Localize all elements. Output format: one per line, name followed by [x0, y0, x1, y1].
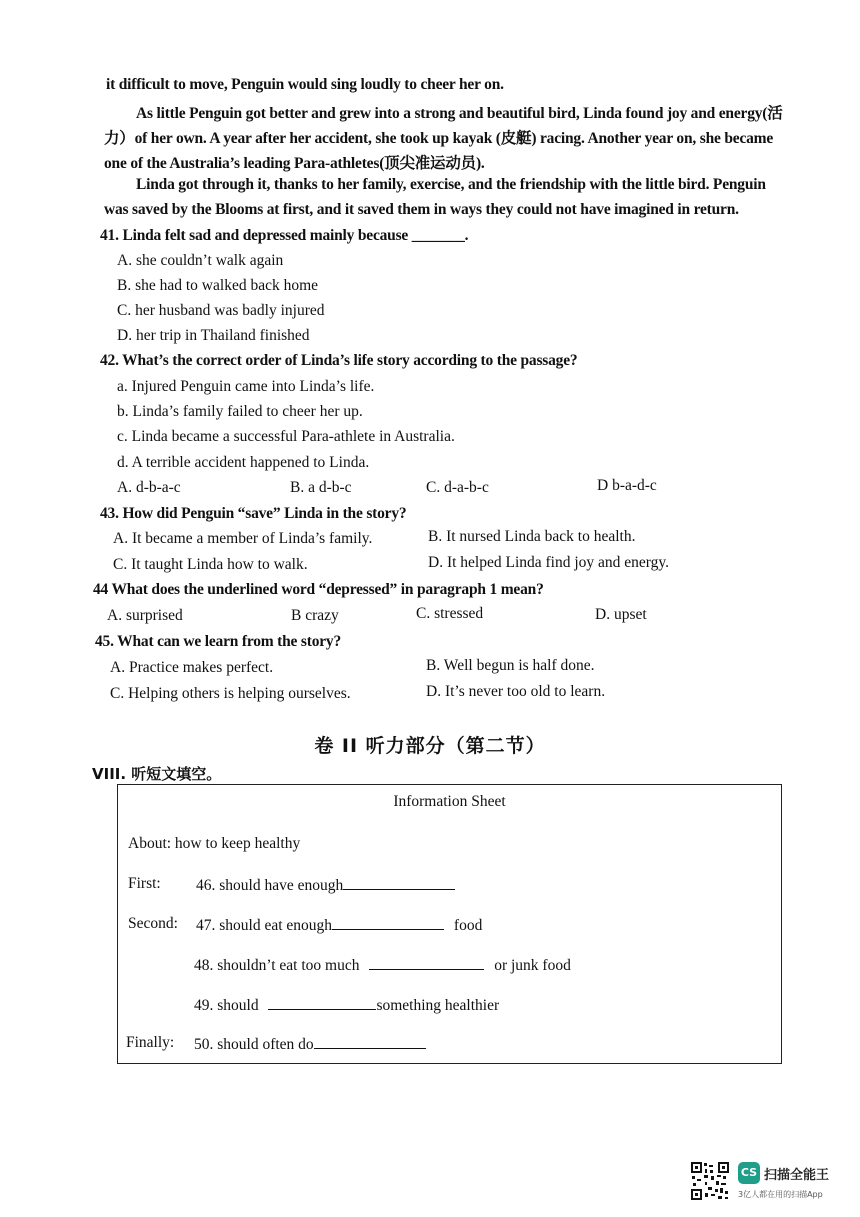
item-47-suffix: food — [453, 917, 483, 934]
question-44-option-d: D. upset — [595, 606, 647, 623]
question-45-option-c: C. Helping others is helping ourselves. — [110, 685, 351, 702]
question-45-stem: 45. What can we learn from the story? — [95, 633, 342, 650]
question-43-option-a: A. It became a member of Linda’s family. — [113, 530, 373, 547]
second-label: Second: — [128, 915, 178, 932]
item-46-text: 46. should have enough — [196, 877, 344, 894]
passage-line-4: one of the Australia’s leading Para-athletes(顶尖准运动员). — [104, 155, 485, 172]
question-45-option-a: A. Practice makes perfect. — [110, 659, 274, 676]
section-title: 卷 II 听力部分（第二节） — [314, 735, 546, 757]
passage-line-3: 力）of her own. A year after her accident, she took up kayak (皮艇) racing. Another year on, she became — [104, 130, 774, 147]
item-49 — [194, 995, 499, 1015]
item-50-blank[interactable] — [314, 1034, 426, 1049]
camscanner-name: 扫描全能王 — [764, 1168, 830, 1183]
camscanner-logo: CS — [738, 1162, 760, 1184]
item-50-text: 50. should often do — [194, 1036, 314, 1053]
question-44-option-b: B crazy — [291, 607, 339, 624]
finally-label: Finally: — [126, 1034, 175, 1051]
item-46-blank[interactable] — [343, 875, 455, 890]
information-sheet-about: About: how to keep healthy — [128, 835, 301, 852]
question-42-option-a: A. d-b-a-c — [117, 479, 181, 496]
item-48-blank[interactable] — [369, 955, 484, 970]
item-46 — [196, 875, 455, 895]
question-45-option-d: D. It’s never too old to learn. — [426, 683, 606, 700]
passage-line-2: As little Penguin got better and grew into a strong and beautiful bird, Linda found joy and energy(活 — [136, 105, 783, 122]
item-47-blank[interactable] — [332, 915, 444, 930]
question-43-option-c: C. It taught Linda how to walk. — [113, 556, 308, 573]
question-42-event-d: d. A terrible accident happened to Linda. — [117, 454, 370, 471]
question-43-option-b: B. It nursed Linda back to health. — [428, 528, 636, 545]
item-48-text: 48. shouldn’t eat too much — [194, 957, 360, 974]
first-label: First: — [128, 875, 161, 892]
qr-code-icon — [690, 1161, 730, 1201]
question-44-option-c: C. stressed — [416, 605, 484, 622]
information-sheet-box — [117, 784, 782, 1064]
passage-line-1: it difficult to move, Penguin would sing loudly to cheer her on. — [106, 76, 504, 93]
question-42-option-c: C. d-a-b-c — [426, 479, 489, 496]
question-43-stem: 43. How did Penguin “save” Linda in the story? — [100, 505, 407, 522]
question-41-option-c: C. her husband was badly injured — [117, 302, 325, 319]
question-44-stem: 44 What does the underlined word “depressed” in paragraph 1 mean? — [93, 581, 544, 598]
item-49-blank[interactable] — [268, 995, 376, 1010]
item-47 — [196, 915, 482, 935]
question-42-stem: 42. What’s the correct order of Linda’s life story according to the passage? — [100, 352, 578, 369]
question-45-option-b: B. Well begun is half done. — [426, 657, 595, 674]
camscanner-tagline: 3亿人都在用的扫描App — [738, 1190, 823, 1199]
question-44-option-a: A. surprised — [107, 607, 183, 624]
passage-line-6: was saved by the Blooms at first, and it saved them in ways they could not have imagined in return. — [104, 201, 739, 218]
question-42-event-c: c. Linda became a successful Para-athlete in Australia. — [117, 428, 455, 445]
question-41-stem: 41. Linda felt sad and depressed mainly because _______. — [100, 227, 469, 244]
question-42-event-b: b. Linda’s family failed to cheer her up. — [117, 403, 363, 420]
question-41-option-a: A. she couldn’t walk again — [117, 252, 284, 269]
section-subtitle: VIII. 听短文填空。 — [92, 765, 222, 783]
question-41-option-d: D. her trip in Thailand finished — [117, 327, 310, 344]
item-49-text: 49. should — [194, 997, 259, 1014]
question-42-option-b: B. a d-b-c — [290, 479, 352, 496]
question-42-event-a: a. Injured Penguin came into Linda’s life. — [117, 378, 375, 395]
question-41-option-b: B. she had to walked back home — [117, 277, 319, 294]
question-43-option-d: D. It helped Linda find joy and energy. — [428, 554, 670, 571]
item-50 — [194, 1034, 426, 1054]
item-48 — [194, 955, 571, 975]
question-42-option-d: D b-a-d-c — [597, 477, 657, 494]
information-sheet-title: Information Sheet — [393, 793, 506, 810]
passage-line-5: Linda got through it, thanks to her family, exercise, and the friendship with the little bird. Penguin — [136, 176, 766, 193]
item-48-suffix: or junk food — [494, 957, 571, 974]
item-49-suffix: something healthier — [376, 997, 500, 1014]
item-47-text: 47. should eat enough — [196, 917, 333, 934]
